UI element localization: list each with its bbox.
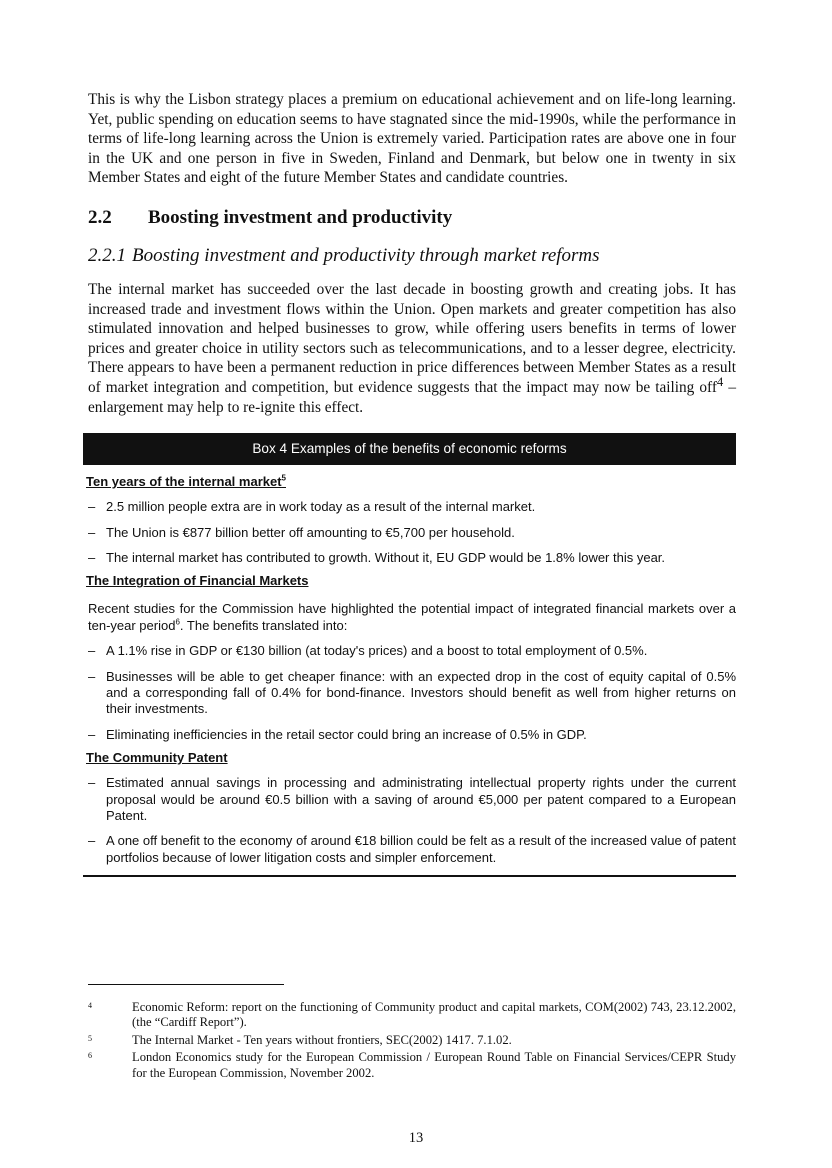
intro-paragraph: This is why the Lisbon strategy places a premium on educational achievement and on life-long learning. Yet, public spending on education seems to have stagnated since the mid-1990s, while the performance in terms of life-long learning across the Union is extremely varied. Participation rates are above one in four in the UK and one person in five in Sweden, Finland and Denmark, but below one in twenty in six Member States and eight of the future Member States and candidate countries. <box>88 91 736 187</box>
box-section-heading <box>86 473 736 490</box>
section-title: Boosting investment and productivity <box>148 206 453 228</box>
footnote <box>88 1033 736 1048</box>
footnote-mark: 4 <box>88 1001 92 1010</box>
page-number: 13 <box>408 1130 424 1146</box>
market-paragraph <box>88 280 736 417</box>
benefits-box <box>88 433 736 877</box>
footnote-mark: 5 <box>88 1033 92 1043</box>
box-list <box>88 499 736 566</box>
footnote-text: The Internal Market - Ten years without frontiers, SEC(2002) 1417. 7.1.02. <box>132 1032 512 1047</box>
list-item: – The internal market has contributed to growth. Without it, EU GDP would be 1.8% lower this year. <box>88 550 736 566</box>
box-bottom-rule <box>83 875 736 877</box>
list-item: – Estimated annual savings in processing and administrating intellectual property rights under the current proposal would be around €0.5 billion with a saving of around €5,000 per patent compared to a European Patent. <box>88 775 736 824</box>
list-item: – Eliminating inefficiencies in the retail sector could bring an increase of 0.5% in GDP. <box>88 727 736 743</box>
box-title: Box 4 Examples of the benefits of economic reforms <box>83 433 736 465</box>
subsection-heading <box>88 244 736 268</box>
section-heading <box>88 206 736 230</box>
box-intro-text: Recent studies for the Commission have highlighted the potential impact of integrated financial markets over a ten-year period <box>88 601 736 633</box>
box-section-title: Ten years of the internal market <box>86 474 282 490</box>
list-item: – The Union is €877 billion better off amounting to €5,700 per household. <box>88 525 736 541</box>
box-list <box>88 643 736 743</box>
box-content <box>88 473 736 866</box>
list-item: – A one off benefit to the economy of around €18 billion could be felt as a result of the increased value of patent portfolios because of lower litigation costs and simpler enforcement. <box>88 833 736 866</box>
footnote-ref-4[interactable]: 4 <box>716 374 724 389</box>
footnote-ref-5[interactable]: 5 <box>281 473 286 483</box>
list-item: – 2.5 million people extra are in work today as a result of the internal market. <box>88 499 736 515</box>
list-item: – Businesses will be able to get cheaper finance: with an expected drop in the cost of equity capital of 0.5% and a corresponding fall of 0.4% for bond-finance. Investors should benefit as well from higher returns on their investments. <box>88 669 736 718</box>
footnote <box>88 1050 736 1081</box>
list-item: – A 1.1% rise in GDP or €130 billion (at today's prices) and a boost to total employment of 0.5%. <box>88 643 736 659</box>
market-paragraph-text-end: – enlargement may help to re-ignite this effect. <box>88 378 736 416</box>
footnote-text: London Economics study for the European Commission / European Round Table on Financial Services/CEPR Study for the European Commission, November 2002. <box>132 1050 736 1080</box>
subsection-title: Boosting investment and productivity through market reforms <box>132 244 600 266</box>
market-paragraph-text: The internal market has succeeded over the last decade in boosting growth and creating jobs. It has increased trade and investment flows within the Union. Open markets and greater competition has also stimulated innovation and helped businesses to grow, while offering users benefits in terms of lower prices and greater choice in utility sectors such as telecommunications, and to a lesser degree, electricity. There appears to have been a permanent reduction in price differences between Member States as a result of market integration and competition, but evidence suggests that the impact may now be tailing off <box>88 280 736 396</box>
page-body <box>88 90 736 877</box>
box-section-heading: The Community Patent <box>86 750 228 766</box>
box-section-heading: The Integration of Financial Markets <box>86 573 309 589</box>
footnote-ref-6[interactable]: 6 <box>175 617 180 627</box>
section-number: 2.2 <box>88 206 112 228</box>
footnote-text: Economic Reform: report on the functioning of Community product and capital markets, COM(2002) 743, 23.12.2002, (the “Cardiff Report”). <box>132 1000 736 1030</box>
footnote-separator <box>88 984 284 985</box>
footnotes <box>88 1000 736 1083</box>
subsection-number: 2.2.1 <box>88 244 126 266</box>
footnote-mark: 6 <box>88 1051 92 1061</box>
footnote <box>88 1000 736 1031</box>
box-section-intro <box>88 601 736 634</box>
box-intro-text-end: . The benefits translated into: <box>179 617 348 633</box>
box-list <box>88 775 736 866</box>
